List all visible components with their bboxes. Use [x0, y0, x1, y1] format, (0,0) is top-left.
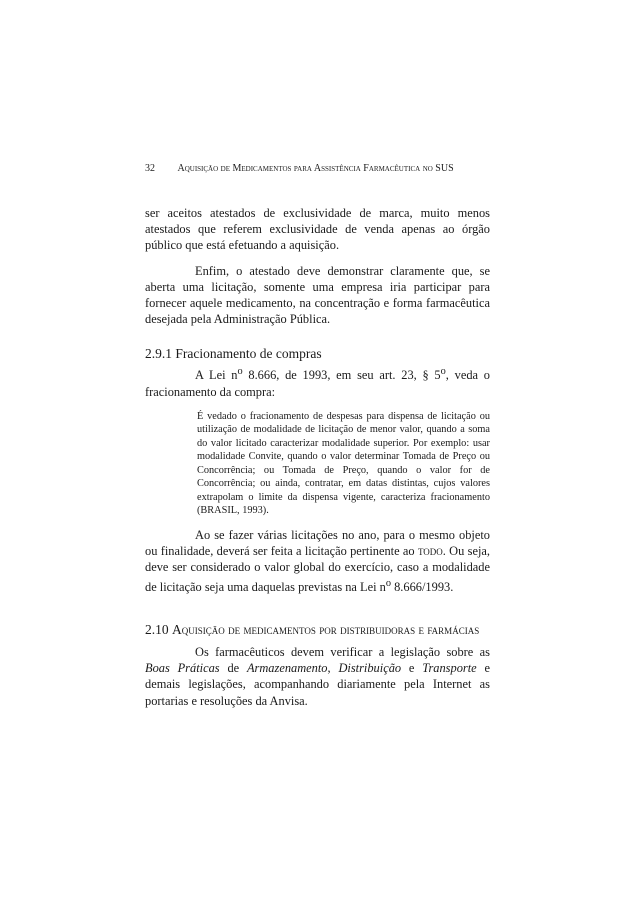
page-number: 32	[145, 163, 155, 174]
paragraph-continuation: ser aceitos atestados de exclusividade de marca, muito menos atestados que referem exclusividade de venda apenas ao órgão público que está efetuando a aquisição.	[145, 206, 490, 253]
section-number: 2.10	[145, 621, 169, 637]
paragraph-farmaceuticos: Os farmacêuticos devem verificar a legislação sobre as Boas Práticas de Armazenamento, Distribuição e Transporte e demais legislações, acompanhando diariamente pela Internet as portarias e resoluções da Anvisa.	[145, 644, 491, 708]
section-heading	[145, 621, 490, 638]
paragraph-atestado: Enfim, o atestado deve demonstrar claramente que, se aberta uma licitação, somente uma empresa iria participar para fornecer aquele medicamento, na concentração e forma farmacêutica desejada pela Administração Pública.	[145, 263, 490, 327]
block-quote: É vedado o fracionamento de despesas para dispensa de licitação ou utilização de modalidade de licitação de menor valor, quando a soma do valor licitado caracterizar modalidade superior. Por exemplo: usar modalidade Convite, quando o valor determinar Tomada de Preço ou Concorrência; ou Tomada de Preço, quando o valor for de Concorrência; ou ainda, contratar, em datas distintas, cujos valores extrapolam o limite da dispensa vigente, caracteriza fracionamento (BRASIL, 1993).	[197, 410, 490, 517]
page-header	[145, 163, 490, 175]
subsection-heading: 2.9.1 Fracionamento de compras	[145, 346, 322, 362]
paragraph-licitacoes: Ao se fazer várias licitações no ano, para o mesmo objeto ou finalidade, deverá ser feita a licitação pertinente ao todo. Ou seja, deve ser considerado o valor global do exercício, caso a modalidade de licitação seja uma daquelas previstas na Lei $n^o$ 8.666/1993.	[145, 527, 490, 594]
page-body	[145, 205, 490, 709]
paragraph-lei: A Lei $n^o$ 8.666, de 1993, em seu art. 23, § 5$^o$, veda o fracionamento da compra:	[145, 366, 490, 399]
running-title: Aquisição de Medicamentos para Assistência Farmacêutica no SUS	[177, 163, 454, 174]
todo-smallcaps: todo	[417, 544, 443, 559]
section-title: Aquisição de medicamentos por distribuidoras e farmácias	[172, 621, 480, 637]
